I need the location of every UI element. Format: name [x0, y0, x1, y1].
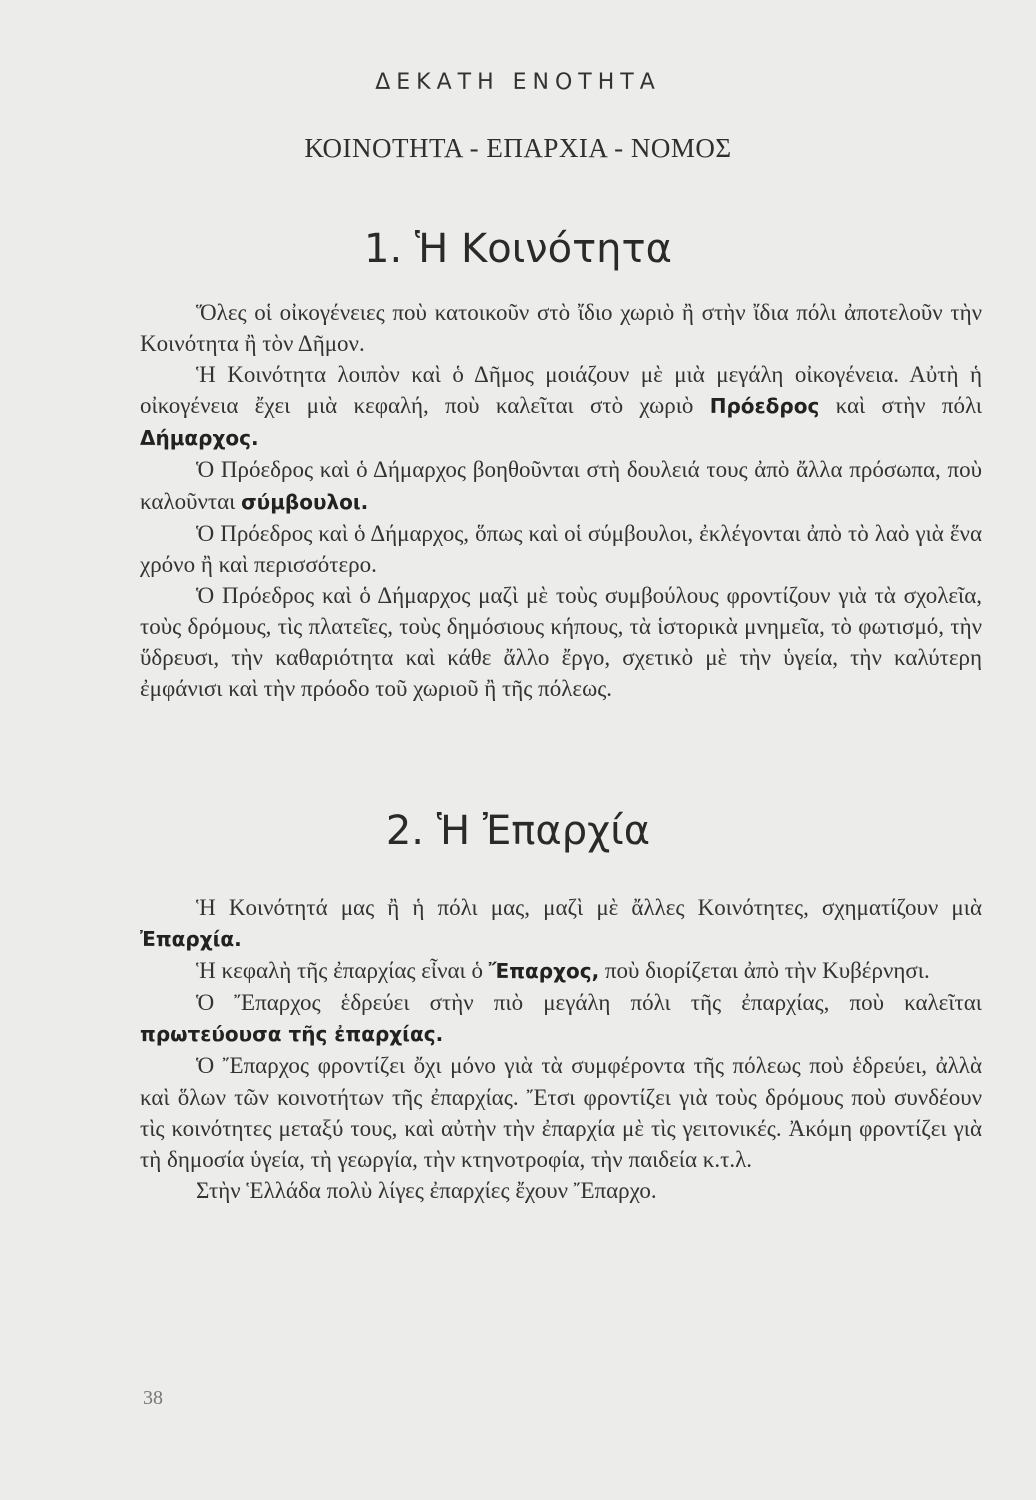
- text-span: Ἡ Κοινότητά μας ἢ ἡ πόλι μας, μαζὶ μὲ ἄλλες Κοινότητες, σχηματίζουν μιὰ: [196, 895, 982, 920]
- unit-heading: ΔΕΚΑΤΗ ΕΝΟΤΗΤΑ: [375, 70, 661, 95]
- section-body-province: [140, 892, 982, 1206]
- paragraph: Ὅλες οἱ οἰκογένειες ποὺ κατοικοῦν στὸ ἴδιο χωριὸ ἢ στὴν ἴδια πόλι ἀποτελοῦν τὴν Κοινότητα ἢ τὸν Δῆμον.: [140, 300, 982, 357]
- bold-term: πρωτεύουσα τῆς ἐπαρχίας.: [140, 1022, 444, 1047]
- paragraph: [140, 892, 982, 955]
- paragraph: Ὁ Πρόεδρος καὶ ὁ Δήμαρχος μαζὶ μὲ τοὺς συμβούλους φροντίζουν γιὰ τὰ σχολεῖα, τοὺς δρόμους, τὶς πλατεῖες, τοὺς δημόσιους κήπους, τὰ ἱστορικὰ μνημεῖα, τὸ φωτισμό, τὴν ὕδρευσι, τὴν καθαριότητα καὶ κάθε ἄλλο ἔργο, σχετικὸ μὲ τὴν ὑγεία, τὴν καλύτερη ἐμφάνισι καὶ τὴν πρόοδο τοῦ χωριοῦ ἢ τῆς πόλεως.: [140, 582, 982, 702]
- paragraph: [140, 955, 982, 987]
- text-span: ποὺ διορίζεται ἀπὸ τὴν Κυβέρνησι.: [604, 958, 930, 984]
- bold-term: Ἔπαρχος,: [488, 959, 600, 984]
- bold-term: σύμβουλοι.: [241, 489, 369, 514]
- text-span: καὶ στὴν πόλι: [835, 393, 983, 419]
- text-span: Ἡ Κοινότητα λοιπὸν καὶ ὁ Δῆμος μοιάζουν μὲ μιὰ μεγάλη οἰκογένεια. Αὐτὴ ἡ οἰκογένεια ἔχει μιὰ κεφαλή, ποὺ καλεῖται στὸ χωριὸ: [140, 362, 982, 419]
- paragraph: [140, 987, 982, 1050]
- unit-subtitle: ΚΟΙΝΟΤΗΤΑ - ΕΠΑΡΧΙΑ - ΝΟΜΟΣ: [304, 133, 732, 163]
- text-span: Ὁ Ἔπαρχος ἑδρεύει στὴν πιὸ μεγάλη πόλι τῆς ἐπαρχίας, ποὺ καλεῖται: [196, 990, 982, 1016]
- bold-term: Ἐπαρχία.: [140, 927, 242, 952]
- section-title-province: 2. Ἡ Ἐπαρχία: [385, 808, 651, 854]
- text-span: Ἡ κεφαλὴ τῆς ἐπαρχίας εἶναι ὁ: [196, 958, 483, 984]
- paragraph: Στὴν Ἑλλάδα πολὺ λίγες ἐπαρχίες ἔχουν Ἔπαρχο.: [196, 1177, 657, 1203]
- page-number: 38: [143, 1387, 163, 1409]
- paragraph: [140, 454, 982, 517]
- text-span: Ὁ Πρόεδρος καὶ ὁ Δήμαρχος βοηθοῦνται στὴ δουλειά τους ἀπὸ ἄλλα πρόσωπα, ποὺ καλοῦνται: [140, 457, 982, 514]
- section-body-community: [140, 297, 982, 704]
- bold-term: Δήμαρχος.: [140, 426, 259, 451]
- paragraph: Ὁ Πρόεδρος καὶ ὁ Δήμαρχος, ὅπως καὶ οἱ σύμβουλοι, ἐκλέγονται ἀπὸ τὸ λαὸ γιὰ ἕνα χρόνο ἢ καὶ περισσότερο.: [140, 520, 982, 577]
- section-title-community: 1. Ἡ Κοινότητα: [364, 226, 672, 272]
- paragraph: Ὁ Ἔπαρχος φροντίζει ὄχι μόνο γιὰ τὰ συμφέροντα τῆς πόλεως ποὺ ἑδρεύει, ἀλλὰ καὶ ὅλων τῶν κοινοτήτων τῆς ἐπαρχίας. Ἔτσι φροντίζει γιὰ τοὺς δρόμους ποὺ συνδέουν τὶς κοινότητες μεταξύ τους, καὶ αὐτὴν τὴν ἐπαρχία μὲ τὶς γειτονικές. Ἀκόμη φροντίζει γιὰ τὴ δημοσία ὑγεία, τὴ γεωργία, τὴν κτηνοτροφία, τὴν παιδεία κ.τ.λ.: [140, 1053, 982, 1172]
- paragraph: [140, 359, 982, 454]
- bold-term: Πρόεδρος: [709, 394, 820, 419]
